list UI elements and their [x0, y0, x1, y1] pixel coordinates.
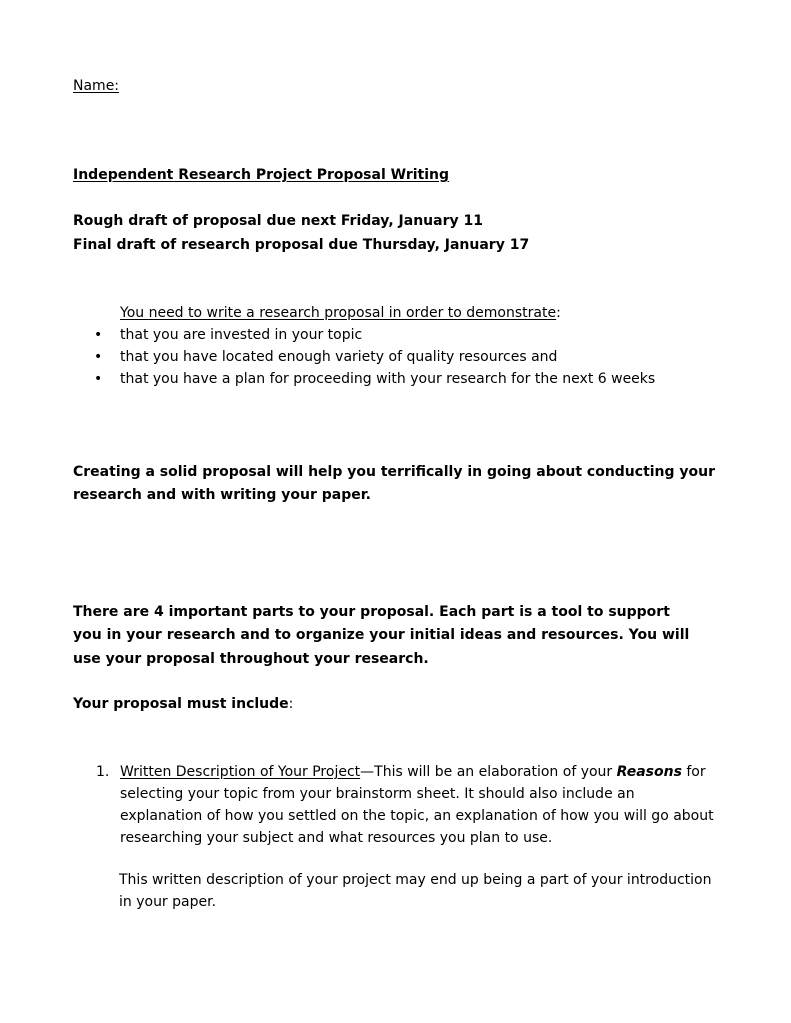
- list-item: • that you have a plan for proceeding with your research for the next 6 weeks: [94, 371, 656, 387]
- parts-para-line3: use your proposal throughout your research.: [73, 651, 429, 667]
- intro-lead-colon: :: [556, 305, 561, 321]
- bullet-icon: •: [94, 371, 103, 387]
- intro-bullet-list: [94, 326, 655, 392]
- list-item: • that you have located enough variety of quality resources and: [94, 349, 558, 365]
- item-description: [120, 761, 716, 849]
- creating-para-line1: Creating a solid proposal will help you terrifically in going about conducting your: [73, 464, 716, 480]
- bullet-icon: •: [94, 349, 103, 365]
- must-include-colon: :: [288, 696, 294, 712]
- intro-lead-text: You need to write a research proposal in order to demonstrate: [120, 305, 557, 321]
- parts-para-line2: you in your research and to organize your initial ideas and resources. You will: [73, 627, 690, 643]
- name-label: Name:: [73, 78, 120, 94]
- document-title: Independent Research Project Proposal Writing: [73, 167, 450, 183]
- creating-para-line2: research and with writing your paper.: [73, 487, 371, 503]
- parts-para-line1: There are 4 important parts to your proposal. Each part is a tool to support: [73, 604, 670, 620]
- final-draft-due: Final draft of research proposal due Thursday, January 17: [73, 237, 530, 253]
- list-item: • that you are invested in your topic: [94, 327, 363, 343]
- item-number: 1.: [96, 764, 110, 780]
- item-dash-text: —This will be an elaboration of your: [360, 764, 617, 780]
- item-emphasis: Reasons: [616, 764, 682, 780]
- bullet-icon: •: [94, 327, 103, 343]
- item-note: This written description of your project may end up being a part of your introduction in your paper.: [119, 872, 712, 910]
- must-include-label: Your proposal must include: [73, 696, 289, 712]
- must-include-heading: [73, 695, 293, 713]
- item-rest: for selecting your topic from your brainstorm sheet. It should also include an explanation of how you settled on the topic, an explanation of how you will go about researching your subject and what resources you plan to use.: [120, 764, 714, 846]
- item-heading: Written Description of Your Project: [120, 764, 361, 780]
- rough-draft-due: Rough draft of proposal due next Friday, January 11: [73, 213, 483, 229]
- intro-lead: [120, 304, 561, 322]
